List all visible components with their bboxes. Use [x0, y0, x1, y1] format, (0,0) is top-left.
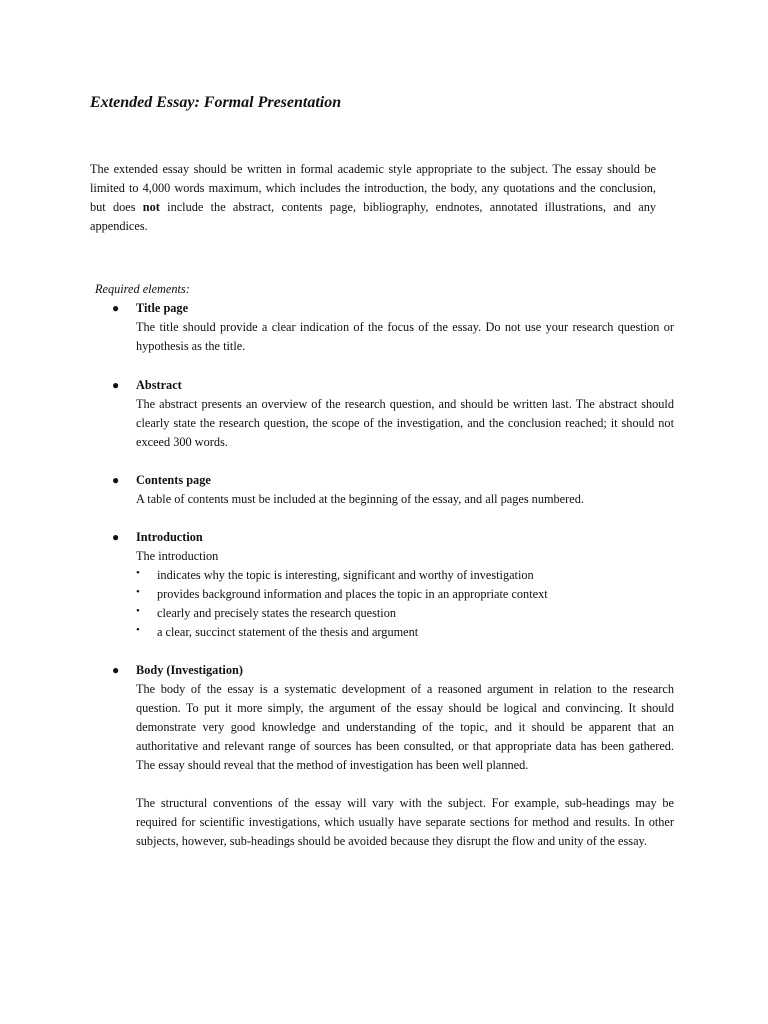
- bullet-icon: ●: [112, 530, 120, 544]
- bullet-icon: ●: [112, 663, 120, 677]
- section-body: A table of contents must be included at the beginning of the essay, and all pages numbered.: [136, 492, 584, 506]
- section-body-investigation: [112, 661, 674, 851]
- sub-bullet-icon: •: [136, 605, 140, 617]
- section-heading: [112, 661, 674, 680]
- section-heading-text: Contents page: [136, 473, 211, 487]
- list-item: [136, 585, 674, 604]
- section-contents-page: [112, 471, 674, 509]
- list-item-text: provides background information and places the topic in an appropriate context: [157, 587, 548, 601]
- section-heading: [112, 299, 674, 318]
- list-item: [136, 623, 674, 642]
- section-lead: The introduction: [136, 549, 219, 563]
- section-paragraph: The structural conventions of the essay will vary with the subject. For example, sub-headings may be required for scientific investigations, which usually have separate sections for method and results. In other subjects, however, sub-headings should be avoided because they disrupt the flow and unity of the essay.: [136, 796, 674, 848]
- section-body: The title should provide a clear indication of the focus of the essay. Do not use your research question or hypothesis as the title.: [136, 320, 674, 353]
- bullet-icon: ●: [112, 473, 120, 487]
- document-title: Extended Essay: Formal Presentation: [90, 94, 342, 111]
- section-abstract: [112, 376, 674, 452]
- section-paragraph: The body of the essay is a systematic development of a reasoned argument in relation to the research question. To put it more simply, the argument of the essay should be logical and convincing. It should demonstrate very good knowledge and understanding of the topic, and it should be apparent that an authoritative and relevant range of sources has been consulted, or that appropriate data has been gathered. The essay should reveal that the method of investigation has been well planned.: [136, 682, 674, 772]
- section-heading-text: Body (Investigation): [136, 663, 243, 677]
- section-title-page: [112, 299, 674, 356]
- section-heading: [112, 471, 674, 490]
- section-body: The abstract presents an overview of the research question, and should be written last. The abstract should clearly state the research question, the scope of the investigation, and the conclusion reached; it should not exceed 300 words.: [136, 397, 674, 449]
- sub-bullet-icon: •: [136, 567, 140, 579]
- intro-text-part2: include the abstract, contents page, bibliography, endnotes, annotated illustrations, and any appendices.: [90, 200, 656, 233]
- intro-text-part1: The extended essay should be written in formal academic style appropriate to the subject. The essay should be limited to 4,000 words maximum, which includes the introduction, the body, any quotations and the conclusion, but does: [90, 162, 656, 214]
- intro-paragraph: [90, 160, 656, 236]
- introduction-list: [112, 566, 674, 642]
- bullet-icon: ●: [112, 301, 120, 315]
- section-heading-text: Introduction: [136, 530, 203, 544]
- required-elements-label: Required elements:: [95, 282, 190, 296]
- intro-emphasis: not: [142, 200, 160, 214]
- section-heading-text: Abstract: [136, 378, 182, 392]
- section-heading: [112, 376, 674, 395]
- paragraph-gap: [112, 775, 674, 794]
- list-item: [136, 604, 674, 623]
- list-item-text: indicates why the topic is interesting, significant and worthy of investigation: [157, 568, 534, 582]
- section-introduction: [112, 528, 674, 642]
- sub-bullet-icon: •: [136, 624, 140, 636]
- section-heading-text: Title page: [136, 301, 189, 315]
- sub-bullet-icon: •: [136, 586, 140, 598]
- list-item-text: a clear, succinct statement of the thesis and argument: [157, 625, 419, 639]
- list-item: [136, 566, 674, 585]
- bullet-icon: ●: [112, 378, 120, 392]
- list-item-text: clearly and precisely states the research question: [157, 606, 397, 620]
- section-heading: [112, 528, 674, 547]
